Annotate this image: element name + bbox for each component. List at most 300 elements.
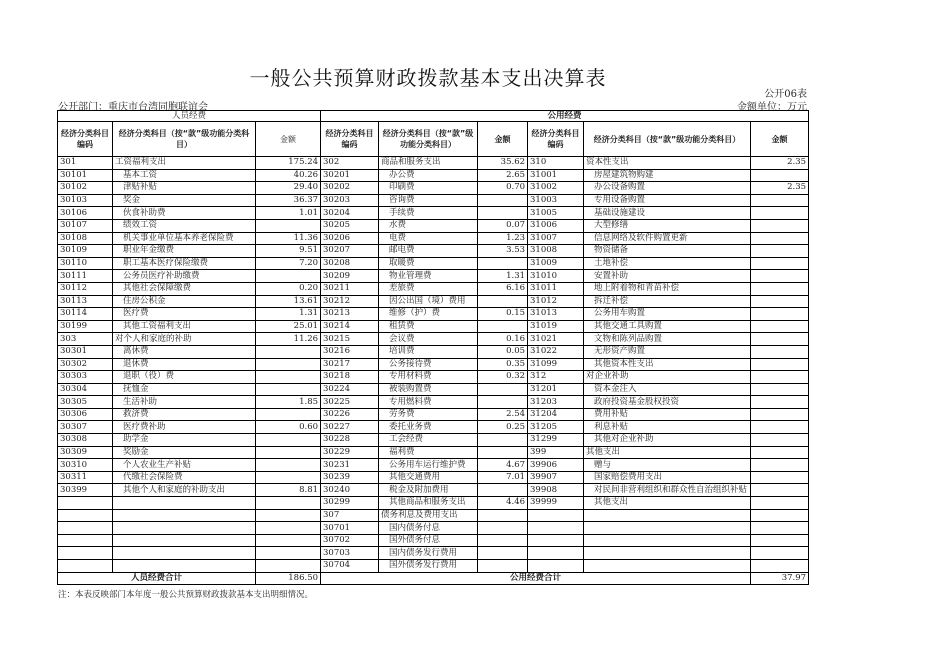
cell-name: 其他资本性支出 xyxy=(584,358,751,371)
cell-code: 30305 xyxy=(58,396,113,409)
table-row xyxy=(58,459,809,472)
cell-amount xyxy=(751,471,809,484)
cell-amount xyxy=(751,169,809,182)
cell-amount xyxy=(478,484,528,497)
col-header-name: 经济分类科目（按“款”级功能分类科目） xyxy=(584,122,751,157)
cell-code: 30214 xyxy=(321,320,379,333)
cell-name: 医疗费 xyxy=(113,308,256,321)
cell-code xyxy=(58,560,113,573)
cell-code: 30209 xyxy=(321,270,379,283)
cell-amount: 175.24 xyxy=(256,157,321,170)
cell-code: 30207 xyxy=(321,245,379,258)
table-row xyxy=(58,560,809,573)
cell-amount: 0.32 xyxy=(478,371,528,384)
cell-code: 30211 xyxy=(321,282,379,295)
cell-name: 委托业务费 xyxy=(379,421,478,434)
department-label: 公开部门：重庆市台湾同胞联谊会 xyxy=(58,102,208,113)
cell-name: 公务用车购置 xyxy=(584,308,751,321)
cell-code: 30218 xyxy=(321,371,379,384)
cell-name: 其他工资福利支出 xyxy=(113,320,256,333)
cell-code: 30299 xyxy=(321,497,379,510)
expenditure-table xyxy=(57,110,809,585)
cell-code: 30217 xyxy=(321,358,379,371)
cell-code: 31007 xyxy=(528,232,584,245)
cell-name: 劳务费 xyxy=(379,408,478,421)
cell-amount xyxy=(256,547,321,560)
cell-amount: 9.51 xyxy=(256,245,321,258)
table-row xyxy=(58,371,809,384)
cell-name: 离休费 xyxy=(113,345,256,358)
cell-code: 31021 xyxy=(528,333,584,346)
table-row xyxy=(58,497,809,510)
totals-row xyxy=(58,572,809,584)
cell-code: 31005 xyxy=(528,207,584,220)
cell-code: 30112 xyxy=(58,282,113,295)
cell-name: 大型修缮 xyxy=(584,219,751,232)
cell-name: 职业年金缴费 xyxy=(113,245,256,258)
cell-amount: 2.54 xyxy=(478,408,528,421)
cell-code: 30704 xyxy=(321,560,379,573)
cell-code xyxy=(58,534,113,547)
cell-name: 商品和服务支出 xyxy=(379,157,478,170)
cell-name: 代缴社会保险费 xyxy=(113,471,256,484)
cell-name: 奖励金 xyxy=(113,446,256,459)
cell-amount xyxy=(751,497,809,510)
footnote: 注：本表反映部门本年度一般公共预算财政拨款基本支出明细情况。 xyxy=(58,590,314,600)
cell-code: 30204 xyxy=(321,207,379,220)
cell-code: 31003 xyxy=(528,194,584,207)
cell-name: 国外债务发行费用 xyxy=(379,560,478,573)
cell-code: 30108 xyxy=(58,232,113,245)
cell-amount xyxy=(478,320,528,333)
cell-amount xyxy=(751,194,809,207)
cell-code: 399 xyxy=(528,446,584,459)
cell-code: 30307 xyxy=(58,421,113,434)
cell-name: 专用设备购置 xyxy=(584,194,751,207)
table-row xyxy=(58,257,809,270)
cell-amount xyxy=(478,396,528,409)
cell-code xyxy=(58,522,113,535)
col-header-name: 经济分类科目（按“款”级功能分类科目） xyxy=(113,122,256,157)
cell-name xyxy=(584,522,751,535)
cell-code: 31008 xyxy=(528,245,584,258)
cell-amount: 11.36 xyxy=(256,232,321,245)
table-row xyxy=(58,345,809,358)
cell-amount: 2.35 xyxy=(751,157,809,170)
cell-code: 30701 xyxy=(321,522,379,535)
cell-code xyxy=(528,547,584,560)
cell-amount xyxy=(751,547,809,560)
cell-amount xyxy=(751,446,809,459)
cell-code: 30225 xyxy=(321,396,379,409)
cell-code: 30215 xyxy=(321,333,379,346)
cell-amount xyxy=(751,534,809,547)
cell-code: 30703 xyxy=(321,547,379,560)
cell-amount xyxy=(478,207,528,220)
cell-name: 住房公积金 xyxy=(113,295,256,308)
table-row xyxy=(58,471,809,484)
cell-code xyxy=(528,522,584,535)
cell-code: 31013 xyxy=(528,308,584,321)
cell-amount xyxy=(256,459,321,472)
cell-amount: 3.53 xyxy=(478,245,528,258)
table-row xyxy=(58,308,809,321)
cell-amount xyxy=(751,560,809,573)
table-row xyxy=(58,169,809,182)
cell-code: 30199 xyxy=(58,320,113,333)
cell-amount: 7.20 xyxy=(256,257,321,270)
cell-code: 30203 xyxy=(321,194,379,207)
cell-amount: 7.01 xyxy=(478,471,528,484)
cell-code: 39907 xyxy=(528,471,584,484)
cell-code: 30304 xyxy=(58,383,113,396)
cell-code: 31006 xyxy=(528,219,584,232)
cell-name: 奖金 xyxy=(113,194,256,207)
cell-amount: 0.60 xyxy=(256,421,321,434)
cell-amount xyxy=(256,509,321,522)
cell-name: 其他商品和服务支出 xyxy=(379,497,478,510)
cell-name: 对个人和家庭的补助 xyxy=(113,333,256,346)
cell-amount xyxy=(256,383,321,396)
cell-amount: 8.81 xyxy=(256,484,321,497)
cell-amount xyxy=(478,295,528,308)
cell-code: 30227 xyxy=(321,421,379,434)
cell-amount: 2.65 xyxy=(478,169,528,182)
cell-code: 30109 xyxy=(58,245,113,258)
cell-amount: 40.26 xyxy=(256,169,321,182)
cell-code: 30208 xyxy=(321,257,379,270)
cell-code: 30239 xyxy=(321,471,379,484)
cell-name: 其他个人和家庭的补助支出 xyxy=(113,484,256,497)
cell-name: 物业管理费 xyxy=(379,270,478,283)
cell-code: 30226 xyxy=(321,408,379,421)
table-row xyxy=(58,484,809,497)
cell-code: 30111 xyxy=(58,270,113,283)
col-header-name: 经济分类科目（按“款”级功能分类科目） xyxy=(379,122,478,157)
cell-amount xyxy=(256,345,321,358)
cell-amount xyxy=(751,257,809,270)
cell-name: 安置补助 xyxy=(584,270,751,283)
cell-name: 税金及附加费用 xyxy=(379,484,478,497)
cell-name: 退休费 xyxy=(113,358,256,371)
cell-amount xyxy=(256,497,321,510)
cell-amount: 0.15 xyxy=(478,308,528,321)
cell-name: 拆迁补偿 xyxy=(584,295,751,308)
cell-name: 办公费 xyxy=(379,169,478,182)
table-row xyxy=(58,396,809,409)
cell-amount xyxy=(478,522,528,535)
cell-amount: 6.16 xyxy=(478,282,528,295)
cell-amount: 0.35 xyxy=(478,358,528,371)
cell-code: 31299 xyxy=(528,434,584,447)
cell-code: 30213 xyxy=(321,308,379,321)
cell-amount xyxy=(256,371,321,384)
cell-code xyxy=(528,534,584,547)
cell-name: 取暖费 xyxy=(379,257,478,270)
cell-name: 生活补助 xyxy=(113,396,256,409)
cell-code: 310 xyxy=(528,157,584,170)
cell-code: 30228 xyxy=(321,434,379,447)
cell-amount xyxy=(751,434,809,447)
cell-amount xyxy=(478,547,528,560)
cell-amount: 13.61 xyxy=(256,295,321,308)
cell-code: 31011 xyxy=(528,282,584,295)
cell-code: 30202 xyxy=(321,182,379,195)
cell-name: 被装购置费 xyxy=(379,383,478,396)
cell-name: 专用材料费 xyxy=(379,371,478,384)
cell-code: 31002 xyxy=(528,182,584,195)
cell-code: 30231 xyxy=(321,459,379,472)
cell-amount: 1.31 xyxy=(256,308,321,321)
personnel-group-header: 人员经费 xyxy=(58,111,321,122)
cell-code: 30309 xyxy=(58,446,113,459)
table-row xyxy=(58,182,809,195)
table-row xyxy=(58,547,809,560)
cell-name: 公务用车运行维护费 xyxy=(379,459,478,472)
cell-name: 其他对企业补助 xyxy=(584,434,751,447)
cell-amount xyxy=(751,396,809,409)
personnel-total-value: 186.50 xyxy=(256,572,321,584)
cell-code: 30308 xyxy=(58,434,113,447)
cell-amount xyxy=(751,308,809,321)
table-row xyxy=(58,534,809,547)
cell-code: 31204 xyxy=(528,408,584,421)
cell-amount xyxy=(256,534,321,547)
cell-amount xyxy=(751,383,809,396)
cell-amount xyxy=(751,408,809,421)
cell-code xyxy=(58,547,113,560)
page-title: 一般公共预算财政拨款基本支出决算表 xyxy=(249,66,607,90)
cell-amount: 0.07 xyxy=(478,219,528,232)
cell-name: 福利费 xyxy=(379,446,478,459)
cell-name: 其他交通费用 xyxy=(379,471,478,484)
cell-amount xyxy=(751,345,809,358)
cell-name: 邮电费 xyxy=(379,245,478,258)
cell-name: 办公设备购置 xyxy=(584,182,751,195)
cell-name: 其他支出 xyxy=(584,497,751,510)
cell-amount xyxy=(751,459,809,472)
cell-code: 30399 xyxy=(58,484,113,497)
cell-amount: 0.16 xyxy=(478,333,528,346)
cell-name: 工会经费 xyxy=(379,434,478,447)
col-header-amount: 金额 xyxy=(478,122,528,157)
cell-name: 基础设施建设 xyxy=(584,207,751,220)
table-row xyxy=(58,421,809,434)
cell-code: 31203 xyxy=(528,396,584,409)
cell-amount xyxy=(751,245,809,258)
cell-name: 维修（护）费 xyxy=(379,308,478,321)
cell-name: 咨询费 xyxy=(379,194,478,207)
cell-amount xyxy=(751,484,809,497)
cell-name: 费用补贴 xyxy=(584,408,751,421)
cell-amount xyxy=(478,383,528,396)
cell-code: 30113 xyxy=(58,295,113,308)
cell-amount: 29.40 xyxy=(256,182,321,195)
public-total-value: 37.97 xyxy=(751,572,809,584)
table-row xyxy=(58,194,809,207)
cell-name: 国内债务发行费用 xyxy=(379,547,478,560)
cell-code: 31001 xyxy=(528,169,584,182)
cell-name: 基本工资 xyxy=(113,169,256,182)
cell-name: 国外债务付息 xyxy=(379,534,478,547)
cell-amount xyxy=(751,207,809,220)
cell-name: 职工基本医疗保险缴费 xyxy=(113,257,256,270)
cell-name: 对民间非营利组织和群众性自治组织补贴 xyxy=(584,484,751,497)
cell-name: 差旅费 xyxy=(379,282,478,295)
cell-code: 307 xyxy=(321,509,379,522)
cell-name xyxy=(113,547,256,560)
cell-name: 退职（役）费 xyxy=(113,371,256,384)
cell-code: 30301 xyxy=(58,345,113,358)
cell-code: 30224 xyxy=(321,383,379,396)
cell-name: 伙食补助费 xyxy=(113,207,256,220)
cell-name: 会议费 xyxy=(379,333,478,346)
cell-amount xyxy=(751,371,809,384)
cell-code xyxy=(58,497,113,510)
cell-code: 30205 xyxy=(321,219,379,232)
cell-code: 31019 xyxy=(528,320,584,333)
col-header-code: 经济分类科目编码 xyxy=(58,122,113,157)
cell-amount xyxy=(478,534,528,547)
table-row xyxy=(58,358,809,371)
cell-amount xyxy=(256,560,321,573)
table-row xyxy=(58,522,809,535)
cell-code: 39908 xyxy=(528,484,584,497)
cell-amount xyxy=(256,434,321,447)
cell-name: 房屋建筑物购建 xyxy=(584,169,751,182)
cell-name: 其他交通工具购置 xyxy=(584,320,751,333)
cell-amount xyxy=(751,509,809,522)
table-row xyxy=(58,232,809,245)
cell-code: 39906 xyxy=(528,459,584,472)
cell-name: 其他支出 xyxy=(584,446,751,459)
cell-code: 30216 xyxy=(321,345,379,358)
cell-name: 医疗费补助 xyxy=(113,421,256,434)
cell-amount: 0.05 xyxy=(478,345,528,358)
cell-name: 因公出国（境）费用 xyxy=(379,295,478,308)
cell-code: 31009 xyxy=(528,257,584,270)
cell-code xyxy=(528,560,584,573)
cell-code: 31205 xyxy=(528,421,584,434)
cell-code: 30107 xyxy=(58,219,113,232)
column-header-row xyxy=(58,122,809,157)
cell-amount xyxy=(751,270,809,283)
cell-code: 30206 xyxy=(321,232,379,245)
cell-name: 绩效工资 xyxy=(113,219,256,232)
cell-code xyxy=(58,509,113,522)
table-row xyxy=(58,333,809,346)
cell-name: 公务员医疗补助缴费 xyxy=(113,270,256,283)
cell-name: 政府投资基金股权投资 xyxy=(584,396,751,409)
cell-amount: 0.70 xyxy=(478,182,528,195)
cell-amount xyxy=(751,219,809,232)
table-row xyxy=(58,270,809,283)
col-header-amount: 金额 xyxy=(751,122,809,157)
personnel-total-label: 人员经费合计 xyxy=(58,572,256,584)
cell-code: 31099 xyxy=(528,358,584,371)
cell-amount xyxy=(478,194,528,207)
cell-amount xyxy=(256,219,321,232)
cell-name: 救济费 xyxy=(113,408,256,421)
cell-code: 30201 xyxy=(321,169,379,182)
cell-code: 31022 xyxy=(528,345,584,358)
table-row xyxy=(58,207,809,220)
col-header-code: 经济分类科目编码 xyxy=(528,122,584,157)
cell-name: 个人农业生产补贴 xyxy=(113,459,256,472)
col-header-code: 经济分类科目编码 xyxy=(321,122,379,157)
cell-name: 租赁费 xyxy=(379,320,478,333)
cell-name: 电费 xyxy=(379,232,478,245)
table-row xyxy=(58,509,809,522)
public-total-label: 公用经费合计 xyxy=(321,572,751,584)
cell-amount: 4.46 xyxy=(478,497,528,510)
cell-code: 30229 xyxy=(321,446,379,459)
cell-amount xyxy=(751,232,809,245)
cell-code: 31012 xyxy=(528,295,584,308)
cell-name: 物资储备 xyxy=(584,245,751,258)
cell-amount: 0.25 xyxy=(478,421,528,434)
cell-amount xyxy=(256,408,321,421)
cell-name xyxy=(113,560,256,573)
cell-code: 302 xyxy=(321,157,379,170)
cell-name: 利息补贴 xyxy=(584,421,751,434)
cell-amount xyxy=(478,446,528,459)
cell-code: 30310 xyxy=(58,459,113,472)
cell-name: 债务利息及费用支出 xyxy=(379,509,478,522)
cell-name: 对企业补助 xyxy=(584,371,751,384)
cell-name xyxy=(584,560,751,573)
cell-code: 31201 xyxy=(528,383,584,396)
cell-code: 31010 xyxy=(528,270,584,283)
cell-code: 30103 xyxy=(58,194,113,207)
group-header-row xyxy=(58,111,809,122)
cell-name: 土地补偿 xyxy=(584,257,751,270)
cell-name: 地上附着物和青苗补偿 xyxy=(584,282,751,295)
table-row xyxy=(58,383,809,396)
cell-amount xyxy=(478,434,528,447)
cell-amount: 25.01 xyxy=(256,320,321,333)
cell-name xyxy=(113,534,256,547)
cell-name: 赠与 xyxy=(584,459,751,472)
cell-amount xyxy=(478,509,528,522)
cell-code: 30101 xyxy=(58,169,113,182)
cell-amount: 1.01 xyxy=(256,207,321,220)
table-row xyxy=(58,434,809,447)
table-row xyxy=(58,320,809,333)
cell-code: 301 xyxy=(58,157,113,170)
table-row xyxy=(58,446,809,459)
table-row xyxy=(58,295,809,308)
cell-amount: 1.85 xyxy=(256,396,321,409)
cell-code: 30212 xyxy=(321,295,379,308)
cell-code: 30702 xyxy=(321,534,379,547)
cell-amount xyxy=(256,471,321,484)
cell-amount xyxy=(751,421,809,434)
cell-name: 其他社会保障缴费 xyxy=(113,282,256,295)
cell-amount: 0.20 xyxy=(256,282,321,295)
cell-code: 30110 xyxy=(58,257,113,270)
cell-code: 312 xyxy=(528,371,584,384)
col-header-amount: 金额 xyxy=(256,122,321,157)
cell-name xyxy=(113,497,256,510)
cell-code xyxy=(528,509,584,522)
cell-name: 手续费 xyxy=(379,207,478,220)
cell-amount xyxy=(751,358,809,371)
cell-amount: 1.23 xyxy=(478,232,528,245)
cell-code: 39999 xyxy=(528,497,584,510)
cell-code: 30302 xyxy=(58,358,113,371)
cell-code: 30114 xyxy=(58,308,113,321)
